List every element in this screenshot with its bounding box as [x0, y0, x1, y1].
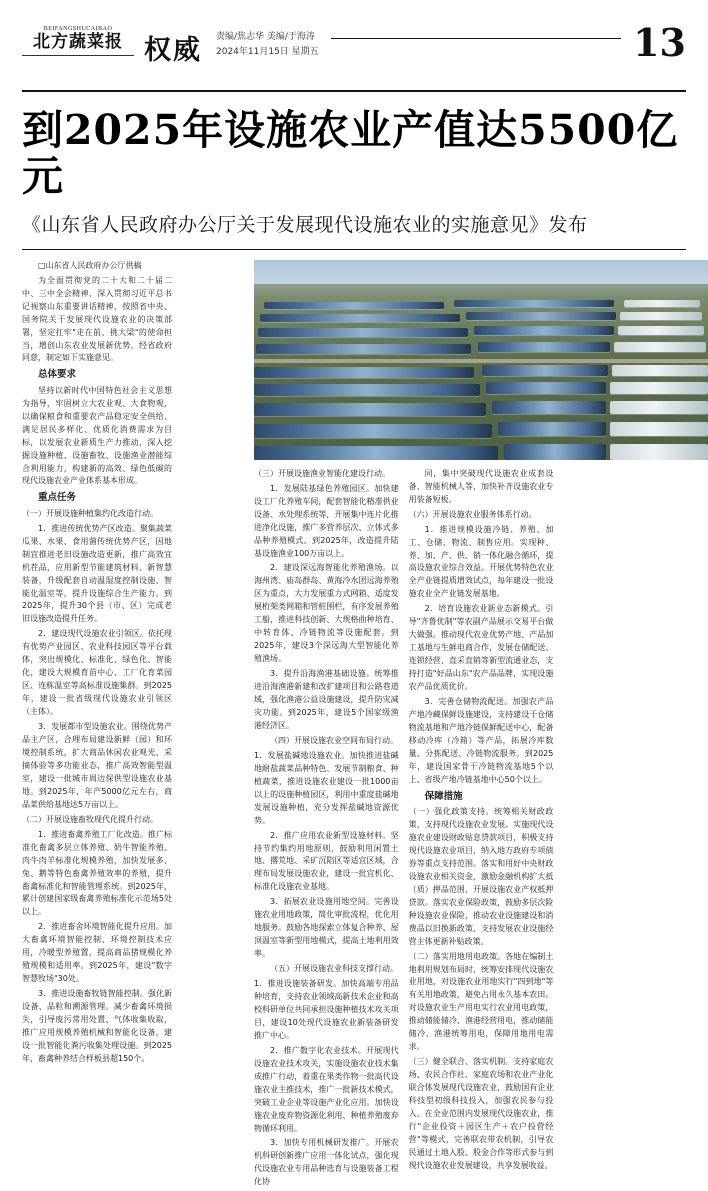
paragraph: 3．提升沿海渔港基础设施。统筹推进沿海渔港新建和改扩建项目和公路巷道域，强化渔港公益设施建设，提升防灾减灾功能。到2025年，建设5个国家级渔港经济区。	[254, 669, 399, 730]
paragraph: （五）开展设施农业科技支撑行动。	[270, 964, 398, 974]
logo-pinyin: BEIFANGSHUCAIBAO	[43, 26, 113, 32]
section-heading: 总体要求	[38, 369, 77, 381]
paragraph: 2．推广应用农业新型设施材料。坚持节约集约用地原则，鼓励利用闲置土地、撂荒地、采矿沉陷区等适宜区域，合理布局发展设施农业，建设一批宜机化、标准化设施农业基地。	[254, 830, 399, 892]
paragraph: （一）强化政策支持。统筹相关财政政策，支持现代设施农业发展。实施现代设施农业建设财政贴息贷款项目，积极支持现代设施农业项目，纳入地方政府专项债券等重点支持范围。落实和用好中央财政设施农业相关资金，激励金融机构扩大抵（质）押品范围，开展设施农业产权抵押贷款。落实农业保险政策，鼓励多层次险种设施农业保险，推动农业设施建设和消费品以旧换新政策，支持发展农业设施经营主体更新补贴政策。	[408, 807, 554, 946]
headline-rule	[22, 249, 686, 250]
masthead	[22, 22, 686, 84]
paragraph: 1．推进设施装备研发。加快高端专用品种培育，支持农业领域高新技术企业和高校科研单位共同承担设施种植技术攻关项目，建设10处现代设施农业新装备研发推广中心。	[254, 979, 399, 1040]
paragraph: （三）开展设施渔业智能化建设行动。	[254, 468, 390, 478]
paragraph: 3．加快专用机械研发推广。开展农机科研创新推广应用一体化试点，强化现代设施农业专用品种选育与设施装备工程化协	[254, 1138, 399, 1187]
page-title: 到2025年设施农业产值达5500亿元	[22, 106, 679, 200]
paragraph: 1．发展盐碱地设施农业。加快推进盐碱地耐盐蔬菜品种特色、发展节制粮食、种植蔬菜，推进设施农业建设一批1000亩以上的设施种植园区，利用中重度盐碱地发展设施种植，充分发挥盐碱地资源优势。	[254, 750, 399, 825]
article-body	[22, 260, 686, 1187]
paragraph: 3．完善仓储物流配送。加强农产品产地冷藏保鲜设施建设，支持建设干仓储物流基地和产地冷链保鲜配送中心，配备移动冷库（冷箱）等产品，拓展冷库数量、分拣配送、冷链物流服务。到2025年，建设国家骨干冷链物流基地5个以上、省级产地冷链基地中心50个以上。	[408, 697, 554, 784]
paragraph: 3．拓展农业设施用地空间。完善设施农业用地政策，简化审批流程，优化用地服务。鼓励各地探索立体复合种养、屋顶温室等新型用地模式，提高土地利用效率。	[254, 897, 399, 959]
paragraph: 2．建设现代设施农业引领区。依托现有优势产业园区、农业科技园区等平台载体，突出规模化、标准化、绿色化、智能化，建设大规模育苗中心、工厂化育菜园区、连栋温室等高标准设施集群。到2025年，建设一批省级现代设施农业引领区（主体）。	[22, 629, 172, 717]
logo-underline	[22, 55, 134, 56]
header-rule	[22, 90, 686, 92]
byline: □山东省人民政府办公厅供稿	[38, 260, 142, 270]
paragraph: （二）落实用地用电政策。各地在编制土地利用规划布局时，统筹安排现代设施农业用地，对设施农业用地实行"四到地"等有关用地政策，避免占用永久基本农田。对设施农业生产用电实行农业用电政策，推动储能储冷、渔港经营用电，推动储能储冷、渔港统筹用电，保障用地用电需求。	[408, 951, 554, 1052]
logo-chinese-name: 北方蔬菜报	[33, 32, 123, 52]
paragraph: 2．建设深远海智能化养殖渔场。以海州湾、庙岛群岛、黄海冷水团远海养殖区为重点，大力发展重力式网箱、适度发展桁架类网箱和管桩围栏，有序发展养殖工船，推进科技创新、大规格曲种培育、中转育体、冷链物流等设施配套。到2025年，建设3个深远海大型智能化养殖渔场。	[254, 563, 399, 664]
editors-line: 责编/焦志华 美编/于海涛	[216, 32, 315, 42]
section-title-authority: 权威	[144, 35, 202, 66]
paragraph: 为全面贯彻党的二十大和二十届二中、三中全会精神，深入贯彻习近平总书记视察山东重要讲话精神，按照省中央、国务院关于发展现代设施农业的决策部署，坚定扛牢"走在前、挑大梁"的使命担当，增创山东农业发展新优势，经省政府同意，制定如下实施意见。	[22, 275, 172, 363]
paragraph: 1．发展陆基绿色养殖园区。加快建设工厂化养殖车间，配套智能化精准供业设备、水处理系统等，开展集中连片化推进净化设施，推广多营养层次、立体式多品种养殖模式。到2025年，改造提升陆基设施渔业100万亩以上。	[254, 483, 399, 558]
paragraph: 2．推广数字化农业技术。开展现代设施农业技术攻关，实施设施农业技术集成推广行动，着重在果类作物一批高代设施农业主推技术，推广一批新技术模式，突破工业企业等设施产业化应用。加快设施农业废弃物资源化利用、种植养殖废弃物循环利用。	[254, 1045, 399, 1133]
paragraph: （四）开展设施农业空间布局行动。	[270, 735, 398, 745]
paragraph: 3．推进设施畜牧链智能控制。强化新设备、品粒和溯源管理。减少畜禽环境损失，引导废污常用处置、气体收集收取，推广应用规模养殖机械和智能化设备，建设一批智能化粪污收集处理设施。到2025年，畜禽种养结合样板县超150个。	[22, 989, 172, 1063]
paragraph: 同，集中突破现代设施农业成套设备、智能机械人等，加快补齐设施农业专用装备短板。	[408, 468, 554, 504]
masthead-meta	[216, 30, 319, 61]
paragraph: 1．推进规模设施冷链、养殖、加工、仓储、物流、制售应用。实现种、养、加、产、供、销一体化融合循环，提高设施农业综合效益。开展优势特色农业全产业链提质增效试点，每年建设一批设施农业全产业链发展基地。	[408, 524, 554, 599]
section-heading: 保障措施	[424, 790, 463, 802]
paragraph: 坚持以新时代中国特色社会主义思想为指导，牢固树立大农业观、大食物观，以确保粮食和重要农产品稳定安全供给、满足居民多样化、优质化消费需求为目标，以发展农业新质生产力推动，深入挖掘设施种植、设施畜牧、设施渔业潜能综合利用能力，构建新的高效、绿色低碳的现代设施农业产业体系基本形成。	[22, 385, 172, 486]
paragraph: 2．推进畜舍环境智能化提升应用。加大畜禽环境智能控制、环境控制技术应用，冷暖型养殖置，提高商品猪规模化养殖规模和适用率。到2025年，建设"数字智慧牧场"30处。	[22, 922, 172, 984]
column-4	[563, 468, 708, 1191]
column-3	[409, 468, 554, 1191]
subheadline: 《山东省人民政府办公厅关于发展现代设施农业的实施意见》发布	[22, 213, 588, 236]
column-1	[22, 260, 172, 1068]
masthead-divider	[331, 38, 621, 39]
paragraph: （三）健全联合、落实机制。支持家庭农场、农民合作社、家庭农场和农业产业化联合体发展现代设施农业，鼓励国有企业科技型初级科技投入，加强农民参与投入。在全业范围内发展现代设施农业，推行"企业投资＋园区生产＋农户投营经营"等模式，完善联农带农机制，引导农民通过土地入股、股金合作等形式参与到现代设施农业发展建设，共享发展收益。	[408, 1057, 554, 1170]
columns-bottom	[254, 468, 708, 1191]
paragraph: 1．推进传统优势产区改造。聚集蔬菜瓜果、水果、食用菌传统优势产区，因地制宜推进老旧设施改造更新，推广高效宜机茬品，应用新型节能建筑材料、新智慧装备，升级配套自动温湿度控制设施、智能化温室等，提升设施综合生产能力。到2025年，提升30个县（市、区）完成老旧设施改造提升任务。	[22, 523, 172, 624]
date-line: 2024年11月15日 星期五	[216, 47, 319, 58]
paragraph: 3．发展都市型设施农业。围绕优势产品主产区，合理布局建设新鲜（园）和环境控制系统，扩大商品休闲农业观光、采摘体验等多功能业态，推广高效智能型温室，建设一批城市周边保供型设施农业基地。到2025年，年产5000亿元左右，商品菜供给基地达5万亩以上。	[22, 722, 172, 809]
photo-spacer	[182, 260, 636, 460]
newspaper-page	[0, 20, 708, 1187]
column-2	[254, 468, 399, 1191]
page-number: 13	[633, 20, 686, 65]
paragraph: （二）开展设施畜牧现代化提升行动。	[22, 814, 158, 824]
paragraph: 2．培育设施农业新业态新模式。引导"齐鲁优制"等农副产品展示交易平台做大做强。推动现代农业优势产地、产品加工基地与生鲜电商合作，发展仓储配送、连锁经营、直采直销等新型流通业态，支持打造"好品山东"农产品品牌，实现设施农产品优质优价。	[408, 604, 554, 692]
paragraph: 1．推进畜禽养殖工厂化改造。推广标准化畜禽多层立体养殖、奶牛智能养殖、肉牛肉羊标准化规模养殖，加快发展多、兔、鹅等特色畜禽养殖效率的养殖，提升畜禽标准化和智能管理系统。到2025年，累计创建国家级畜禽养殖标准化示范场5处以上。	[22, 829, 172, 917]
section-heading: 重点任务	[38, 492, 77, 504]
paragraph: （六）开展设施农业服务体系行动。	[408, 509, 537, 519]
paragraph: （一）开展设施种植集约化改造行动。	[22, 508, 158, 518]
newspaper-logo	[22, 22, 134, 56]
